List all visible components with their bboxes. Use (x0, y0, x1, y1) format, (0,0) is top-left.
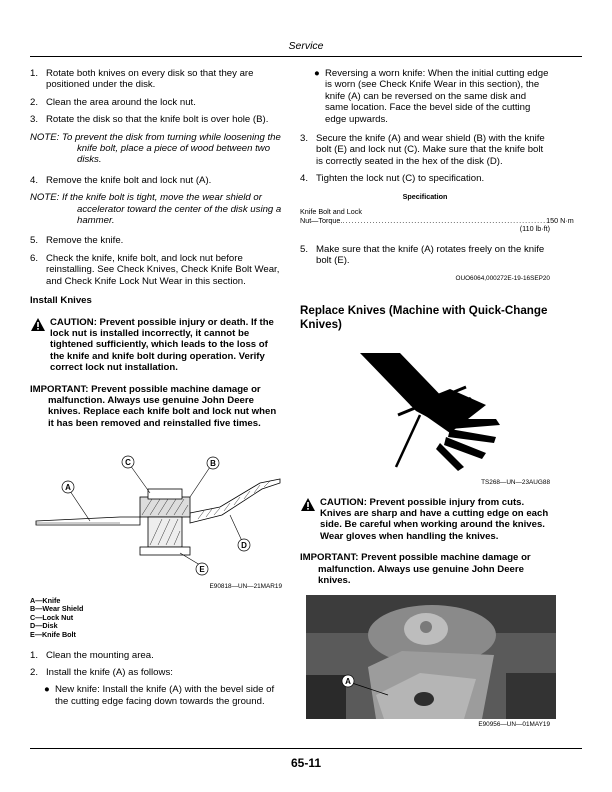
callout-e: E (199, 565, 205, 575)
legend-item: E—Knife Bolt (30, 629, 76, 639)
warning-icon (30, 317, 50, 333)
figure-legend (30, 597, 282, 640)
caution-text: CAUTION: Prevent possible injury from cuts. Knives are sharp and have a cutting edge on each side. Be careful when working around the knives. Wear gloves when handling the knives. (320, 496, 549, 542)
step-item: 4. Tighten the lock nut (C) to specification. (300, 173, 485, 185)
bullet-item: ● New knife: Install the knife (A) with the bevel side of the cutting edge facing down towards the ground. (44, 684, 275, 707)
step-item: 6. Check the knife, knife bolt, and lock nut before reinstalling. See Check Knives, Check Knife Bolt Wear, and Check Knife Lock Nut Wear in this section. (30, 252, 280, 287)
spec-row: Knife Bolt and Lock Nut—Torque. .................................................................... 150 N·m (110 lb·ft) (300, 207, 574, 234)
right-column (300, 68, 574, 730)
step-item: 1. Clean the mounting area. (30, 649, 154, 661)
caution-block (30, 317, 282, 374)
note: NOTE: If the knife bolt is tight, move the wear shield or accelerator toward the center of the disk using a hammer. (30, 192, 282, 227)
step-item: 3. Secure the knife (A) and wear shield (B) with the knife bolt (E) and lock nut (C). Make sure that the knife bolt is correctly seated in the hex of the disk (D). (300, 133, 545, 167)
important-notice: IMPORTANT: Prevent possible machine damage or malfunction. Always use genuine John Deere knives. (300, 552, 531, 587)
callout-b: B (210, 459, 216, 469)
figure-code: E90818—UN—21MAR19 (209, 583, 282, 591)
step-item: 1. Rotate both knives on every disk so that they are positioned under the disk. (30, 68, 254, 91)
page-header-title: Service (288, 40, 324, 52)
spec-title: Specification (402, 191, 448, 201)
bullet-item: ● Reversing a worn knife: When the initial cutting edge is worn (see Check Knife Wear in this section), the knife (A) can be reversed on the same disk and same location. Face the bevel side of the cutting edge upwards. (314, 68, 549, 125)
figure-code: TS268—UN—23AUG88 (481, 479, 550, 487)
step-item: 2. Install the knife (A) as follows: (30, 666, 173, 678)
hand-cut-warning-illustration (300, 345, 550, 477)
warning-icon (300, 497, 320, 513)
step-item: 5. Make sure that the knife (A) rotates freely on the knife bolt (E). (300, 243, 545, 267)
step-item: 2. Clean the area around the lock nut. (30, 96, 196, 108)
legend-item: C—Lock Nut (30, 612, 74, 622)
legend-item: D—Disk (30, 621, 58, 631)
callout-a: A (65, 483, 71, 493)
knife-installed-photo (306, 595, 556, 719)
callout-c: C (125, 458, 131, 468)
footer-rule (30, 748, 582, 749)
caution-text: CAUTION: Prevent possible injury or death. If the lock nut is installed incorrectly, it cannot be tightened sufficiently, which leads to the loss of the knife and knife bolt during operation. Verify correct lock nut installation. (50, 316, 274, 374)
legend-item: B—Wear Shield (30, 604, 84, 614)
callout-d: D (241, 541, 247, 551)
header-rule (30, 56, 582, 57)
legend-item: A—Knife (30, 595, 61, 605)
doc-code: OUO6064,000272E-19-16SEP20 (455, 274, 550, 282)
knife-assembly-diagram (30, 453, 282, 577)
figure-code: E90956—UN—01MAY19 (478, 720, 550, 728)
callout-a: A (345, 676, 351, 686)
section-heading: Replace Knives (Machine with Quick-Change Knives) (300, 304, 548, 331)
left-column (30, 68, 282, 715)
caution-block (300, 497, 550, 543)
step-item: 5. Remove the knife. (30, 235, 124, 247)
install-knives-heading: Install Knives (30, 295, 92, 307)
page-number: 65-11 (290, 756, 322, 770)
step-item: 4. Remove the knife bolt and lock nut (A). (30, 174, 212, 186)
important-notice: IMPORTANT: Prevent possible machine damage or malfunction. Always use genuine John Deere knives. Replace each knife bolt and lock nut when it has been removed and reinstalled five times. (30, 383, 277, 429)
note: NOTE: To prevent the disk from turning while loosening the knife bolt, place a piece of wood between two disks. (30, 131, 281, 166)
step-item: 3. Rotate the disk so that the knife bolt is over hole (B). (30, 114, 269, 126)
